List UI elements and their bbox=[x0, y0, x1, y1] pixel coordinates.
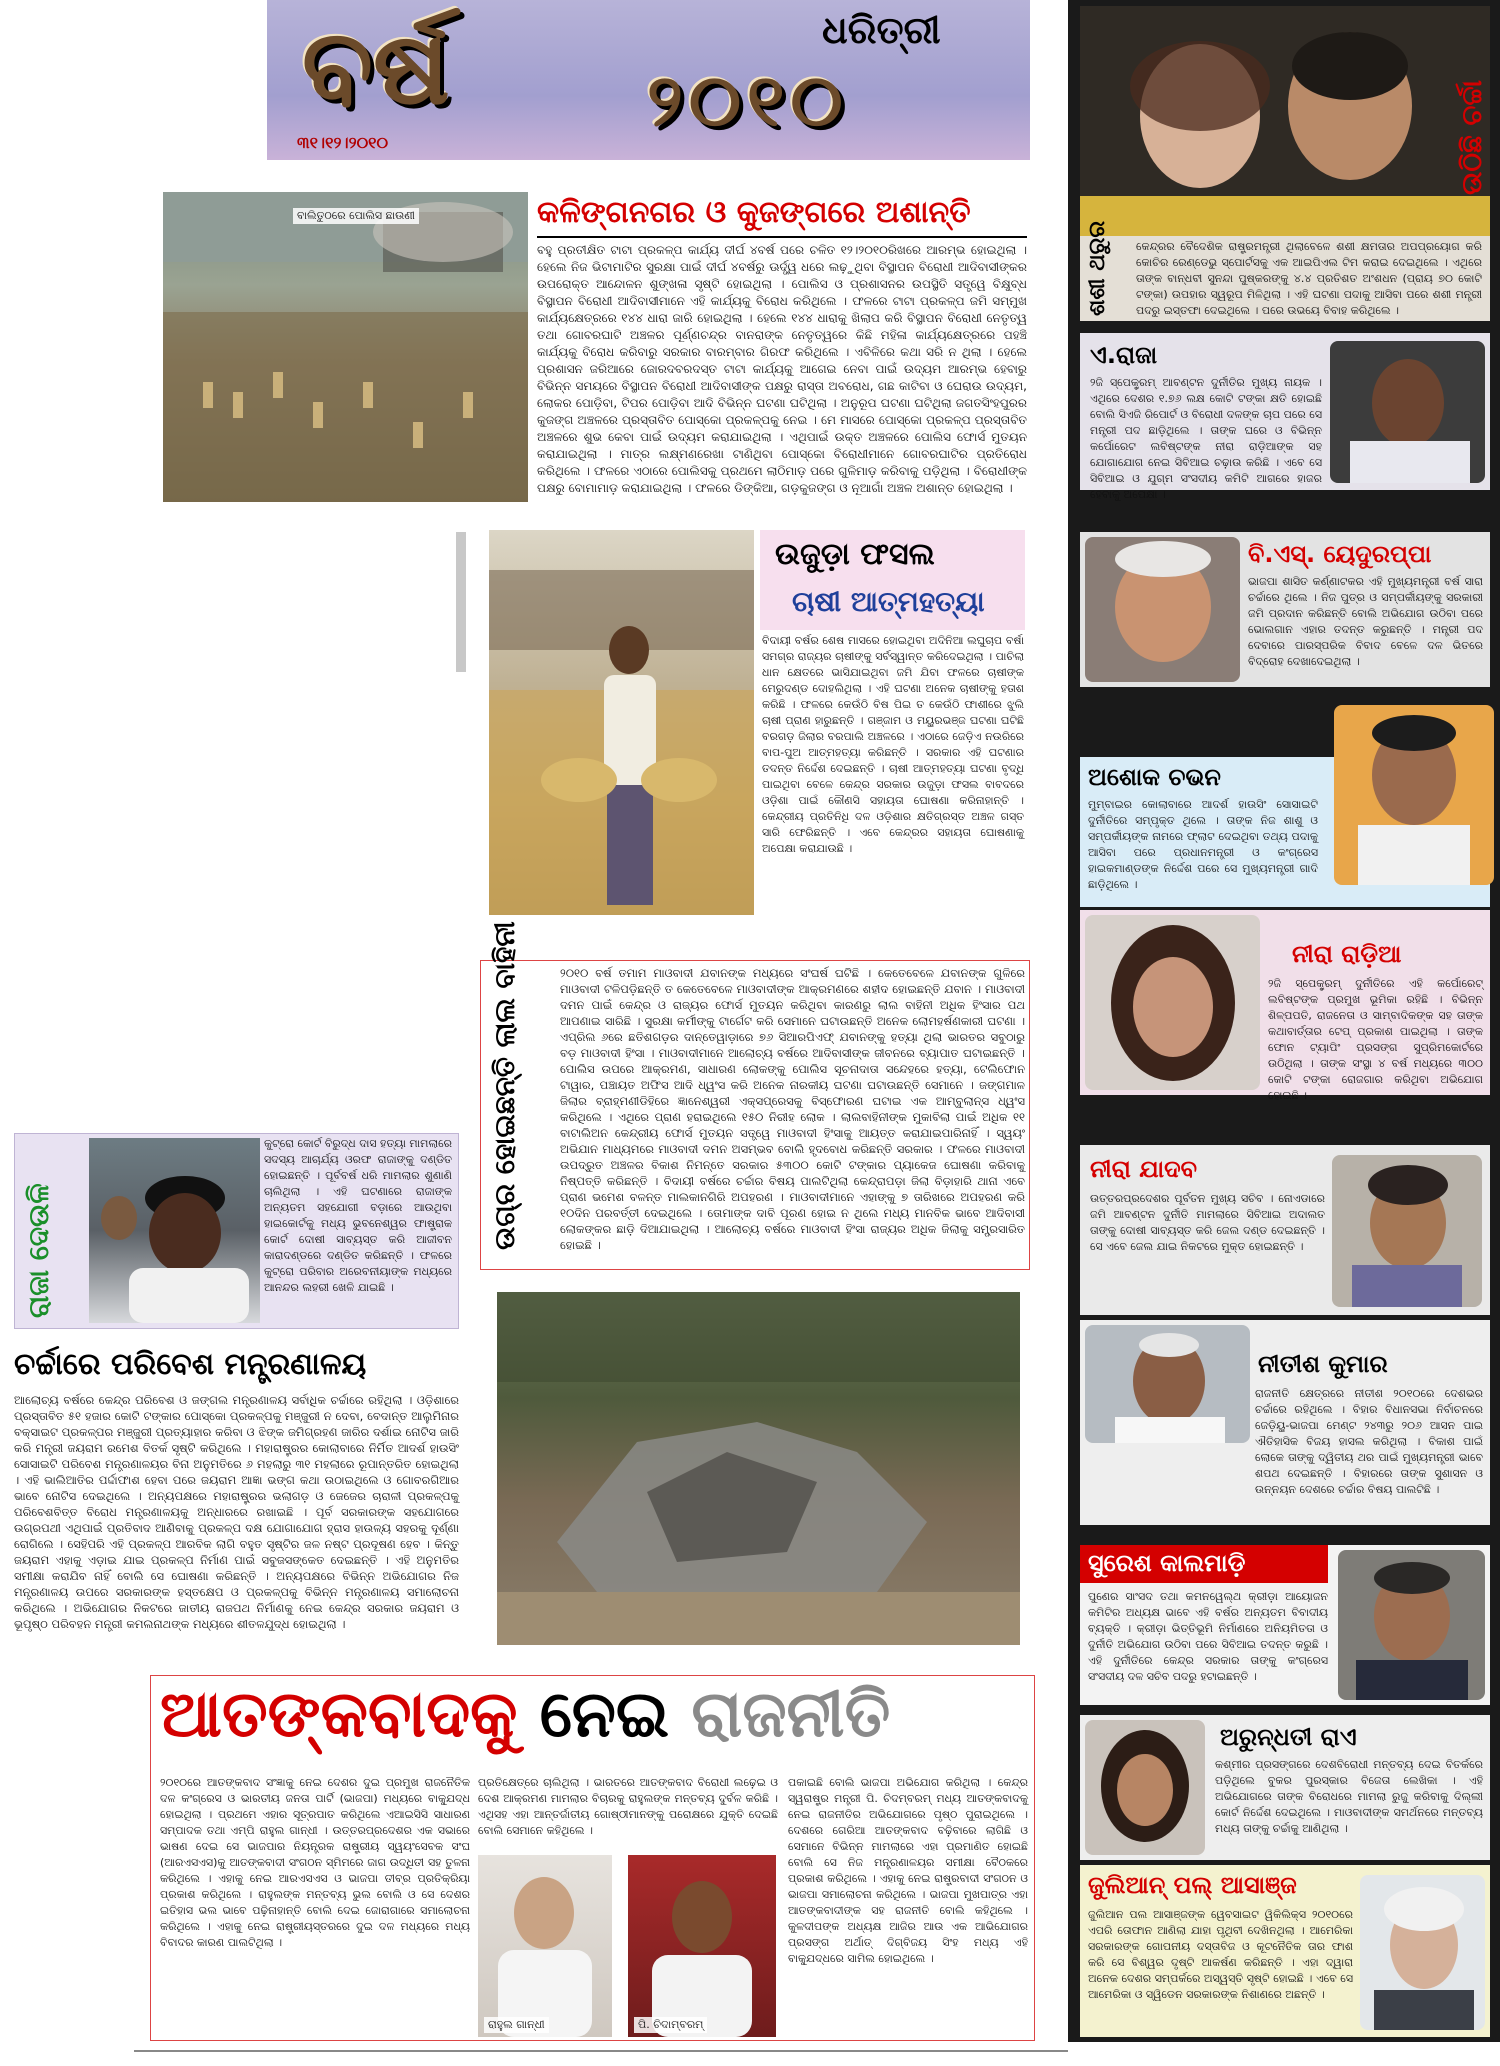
person-photo-assange bbox=[1360, 1875, 1485, 2030]
kalinga-photo-art bbox=[163, 192, 528, 502]
person-panel-raja bbox=[1080, 333, 1490, 501]
tharoor-photo bbox=[1080, 6, 1490, 236]
chidambaram-caption: ପି. ଚିଦାମ୍ବରମ୍ bbox=[634, 2017, 707, 2033]
kalinga-photo-caption: ବାଲିତୁଠରେ ପୋଲିସ ଛାଉଣୀ bbox=[293, 208, 419, 224]
terror-headline-black: ନେଇ bbox=[517, 1678, 692, 1752]
masthead-year: ୨୦୧୦ bbox=[647, 58, 849, 142]
person-name-yeddyurappa: ବି.ଏସ୍. ୟେଦୁରପ୍ପା bbox=[1248, 540, 1432, 568]
person-photo-roy bbox=[1085, 1720, 1205, 1855]
kalinga-divider bbox=[537, 236, 1027, 238]
person-body-roy: କଶ୍ମୀର ପ୍ରସଙ୍ଗରେ ଦେଶବିରୋଧୀ ମନ୍ତବ୍ୟ ଦେଇ ବିତର୍କରେ ପଡ଼ିଥିଲେ ବୁକର ପୁରସ୍କାର ବିଜେତା ଲେଖିକା । ଏହି ଅଭିଯୋଗରେ ତାଙ୍କ ବିରୋଧରେ ମାମଲା ରୁଜୁ କରିବାକୁ ଦିଲ୍ଲୀ କୋର୍ଟ ନିର୍ଦ୍ଦେଶ ଦେଇଥିଲେ । ମାଓବାଦୀଙ୍କ ସମର୍ଥନରେ ମନ୍ତବ୍ୟ ମଧ୍ୟ ତାଙ୍କୁ ଚର୍ଚ୍ଚାକୁ ଆଣିଥିଲା । bbox=[1215, 1758, 1483, 1835]
person-body-radia: ୨ଜି ସ୍ପେକ୍ଟ୍ରମ୍ ଦୁର୍ନୀତିରେ ଏହି କର୍ପୋରେଟ୍ ଲବିଷ୍ଟଙ୍କ ପ୍ରମୁଖ ଭୂମିକା ରହିଛି । ବିଭିନ୍ନ ଶିଳ୍ପପତି, ରାଜନେତା ଓ ସାମ୍ବାଦିକଙ୍କ ସହ ତାଙ୍କ କଥାବାର୍ତ୍ତାର ଟେପ୍ ପ୍ରକାଶ ପାଇଥିଲା । ତାଙ୍କ ଫୋନ ଟ୍ୟାପିଂ ପ୍ରସଙ୍ଗ ସୁପ୍ରିମକୋର୍ଟରେ ଉଠିଥିଲା । ତାଙ୍କ ସଂସ୍ଥା ୪ ବର୍ଷ ମଧ୍ୟରେ ୩୦୦ କୋଟି ଟଙ୍କା ରୋଜଗାର କରିଥିବା ଅଭିଯୋଗ ହୋଇଛି । bbox=[1268, 977, 1483, 1102]
page-bottom-rule bbox=[134, 2050, 1068, 2052]
chidambaram-photo-art bbox=[628, 1855, 776, 2037]
tharoor-panel bbox=[1080, 6, 1490, 321]
person-name-raja: ଏ.ରାଜା bbox=[1090, 341, 1158, 369]
terror-headline-red: ଆତଙ୍କବାଦକୁ bbox=[160, 1678, 518, 1752]
terror-col3: ପକାଇଛି ବୋଲି ଭାଜପା ଅଭିଯୋଗ କରିଥିଲା । କେନ୍ଦ୍ର ସ୍ୱରାଷ୍ଟ୍ର ମନ୍ତ୍ରୀ ପି. ଚିଦମ୍ବରମ୍ ମଧ୍ୟ ଆତଙ୍କବାଦକୁ ନେଇ ରାଜନୀତିର ଅଭିଯୋଗରେ ପୃଷ୍ଠ ପୁରାଇଥିଲେ । ଦେଶରେ ଗେରିଆ ଆତଙ୍କବାଦ ବଢ଼ିବାରେ ଲାଗିଛି ଓ ସେମାନେ ବିଭିନ୍ନ ମାମଲାରେ ଏହା ପ୍ରମାଣିତ ହୋଇଛି ବୋଲି ସେ ନିଜ ମନ୍ତ୍ରଣାଳୟର ସମୀକ୍ଷା ବୈଠକରେ ପ୍ରକାଶ କରିଥିଲେ । ଏହାକୁ ନେଇ ରାଷ୍ଟ୍ରବାଦୀ ସଂଗଠନ ଓ ଭାଜପା ସମାଲୋଚନା କରିଥିଲେ । ଭାଜପା ମୁଖପାତ୍ର ଏହା ଆତଙ୍କବାଦୀଙ୍କ ସହ ରାଜନୀତି ବୋଲି କହିଥିଲେ । କୁଳଦୀପଙ୍କ ଅଧ୍ୟକ୍ଷ ଆଜିର ଆଉ ଏକ ଆଭିଯୋଗର ପ୍ରସଙ୍ଗ ଅର୍ଥାତ୍ ଦିଗ୍‌ବିଜୟ ସିଂହ ମଧ୍ୟ ଏହି ବାକ୍ଯୁଦ୍ଧରେ ସାମିଲ ହୋଇଥିଲେ । bbox=[788, 1776, 1028, 1965]
person-body-yadav: ଉତ୍ତରପ୍ରଦେଶର ପୂର୍ବତନ ମୁଖ୍ୟ ସଚିବ । ନୋଏଡାରେ ଜମି ଆବଣ୍ଟନ ଦୁର୍ନୀତି ମାମଲାରେ ସିବିଆଇ ଅଦାଲତ ତାଙ୍କୁ ଦୋଷୀ ସାବ୍ୟସ୍ତ କରି ଜେଲ ଦଣ୍ଡ ଦେଇଛନ୍ତି । ସେ ଏବେ ଜେଲ ଯାଇ ନିକଟରେ ମୁକ୍ତ ହୋଇଛନ୍ତି । bbox=[1090, 1192, 1325, 1253]
masthead-date: ୩୧।୧୨।୨୦୧୦ bbox=[297, 133, 389, 152]
person-name-chavan: ଅଶୋକ ଚଭନ bbox=[1088, 763, 1221, 791]
person-panel-radia bbox=[1080, 910, 1490, 1102]
kalinga-headline: କଳିଙ୍ଗନଗର ଓ କୁଜଙ୍ଗରେ ଅଶାନ୍ତି bbox=[537, 195, 971, 230]
raja-photo bbox=[89, 1138, 260, 1323]
kalinga-photo bbox=[163, 192, 528, 502]
person-body-yeddyurappa: ଭାଜପା ଶାସିତ କର୍ଣ୍ଣାଟକର ଏହି ମୁଖ୍ୟମନ୍ତ୍ରୀ ବର୍ଷ ସାରା ଚର୍ଚ୍ଚାରେ ଥିଲେ । ନିଜ ପୁତ୍ର ଓ ସମ୍ପର୍କୀୟଙ୍କୁ ସରକାରୀ ଜମି ପ୍ରଦାନ କରିଛନ୍ତି ବୋଲି ଅଭିଯୋଗ ଉଠିବା ପରେ ଭୋଲଗାନ ଏହାର ତଦନ୍ତ କରୁଛନ୍ତି । ମନ୍ତ୍ରୀ ପଦ ଦେବାରେ ପାରସ୍ପରିକ ବିବାଦ ବେଳେ ଦଳ ଭିତରେ ବିଦ୍ରୋହ ଦେଖାଦେଇଥିଲା । bbox=[1248, 575, 1483, 668]
terror-headline-gray: ରାଜନୀତି bbox=[691, 1678, 891, 1752]
masthead-title: ବର୍ଷ bbox=[302, 6, 450, 128]
tharoor-body: କେନ୍ଦ୍ରର ବୈଦେଶିକ ରାଷ୍ଟ୍ରମନ୍ତ୍ରୀ ଥିଲାବେଳେ ଶଶୀ କ୍ଷମତାର ଅପପ୍ରୟୋଗ କରି କୋଚିର ରେଣ୍ଡେଭୁ ସ୍ପୋର୍ଟସକୁ ଏକ ଆଇପିଏଲ ଟିମ କରାଇ ଦେଇଥିଲେ । ଏଥିରେ ତାଙ୍କ ବାନ୍ଧବୀ ସୁନନ୍ଦା ପୁଷ୍କରଙ୍କୁ ୪.୪ ପ୍ରତିଶତ ଅଂଶଧନ (ପ୍ରାୟ ୭୦ କୋଟି ଟଙ୍କା) ଉପହାର ସ୍ୱରୂପ ମିଳିଥିଲା । ଏହି ଘଟଣା ପଦାକୁ ଆସିବା ପରେ ଶଶୀ ମନ୍ତ୍ରୀ ପଦରୁ ଇସ୍ତଫା ଦେଇଥିଲେ । ପରେ ଉଭୟେ ବିବାହ କରିଥିଲେ । bbox=[1136, 240, 1482, 317]
environment-body: ଆଲୋଚ୍ୟ ବର୍ଷରେ କେନ୍ଦ୍ର ପରିବେଶ ଓ ଜଙ୍ଗଲ ମନ୍ତ୍ରଣାଳୟ ସର୍ବାଧିକ ଚର୍ଚ୍ଚାରେ ରହିଥିଲା । ଓଡ଼ିଶାରେ ପ୍ରସ୍ତାବିତ ୫୧ ହଜାର କୋଟି ଟଙ୍କାର ପୋସ୍କୋ ପ୍ରକଳ୍ପକୁ ମଞ୍ଜୁରୀ ନ ଦେବା, ବେଦାନ୍ତ ଆଲୁମିନାର ବକ୍ସାଇଟ ପ୍ରକଳ୍ପର ମଞ୍ଜୁରୀ ପ୍ରତ୍ୟାହାର କରିବା ଓ ଝିଙ୍କ ଜମିଗ୍ରହଣ ଜାରିର ଦର୍ଶାଇ ନୋଟିସ ଜାରି କରି ମନ୍ତ୍ରୀ ଜୟରାମ ରମେଶ ବିତର୍କ ସୃଷ୍ଟି କରିଥିଲେ । ମହାରାଷ୍ଟ୍ରର କୋଲାବାରେ ନିର୍ମିତ ଆଦର୍ଶ ହାଉସିଂ ସୋସାଇଟି ପରିବେଶ ମନ୍ତ୍ରଣାଳୟର ବିନା ଅନୁମତିରେ ୬ ମହଲାରୁ ୩୧ ମହଲାରେ ରୂପାନ୍ତରିତ ହୋଇଥିଲା । ଏହି ଭାଲିଆତିର ପର୍ଦ୍ଦାଫାଶ ହେବା ପରେ ଜୟରାମ ଆଜ୍ଞା ଭଙ୍ଗ କଥା ଉଠାଇଥିଲେ ଓ ଗୋବରଗିଆର ଭାବେ ନୋଟିସ ଦେଇଥିଲେ । ଅନ୍ୟପକ୍ଷରେ ମହାରାଷ୍ଟ୍ରର ଭଲାଗଡ଼ ଓ ଜେଜେର ଚାରାଳୀ ପ୍ରକଳ୍ପକୁ ପରିବେଶବିତ୍ତ ବିରୋଧ ମନ୍ତ୍ରଣାଳୟକୁ ଅନ୍ଧାରରେ ରଖାଇଛି । ପୂର୍ବ ସରକାରଙ୍କ ସହଯୋଗରେ ଉଗ୍ରପଥୀ ଏଥିପାଇଁ ପ୍ରତିବାଦ ଆଣିବାକୁ ପ୍ରକଳ୍ପ ଦକ୍ଷ ଯୋଗାଯୋଗ ହ୍ରାସ ହାଉଳ୍ୟ ସହରକୁ ଦୂର୍ଣ୍ଣା ରୋଗିଲେ । ସେହିପରି ଏହି ପ୍ରକଳ୍ପ ଆରବିକ ଲାଗି ବହୁତ ସୃଷ୍ଟିର ଜଳ ନଷ୍ଟ ପ୍ରଦୂଷଣ ହେବ । କିନ୍ତୁ ଜୟରାମ ଏହାକୁ ଏଡ଼ାଇ ଯାଇ ପ୍ରକଳ୍ପ ନିର୍ମାଣ ପାଇଁ ସବୁଜସଙ୍କେତ ଦେଇଛନ୍ତି । ଏହି ଅନୁମତିର ସମୀକ୍ଷା କରାଯିବ ନାହିଁ ବୋଲି ସେ ଘୋଷଣା କରିଛନ୍ତି । ଅନ୍ୟପକ୍ଷରେ ବିଭିନ୍ନ ଅଭିଯୋଗର ନିଜ ମନ୍ତ୍ରଣାଳୟ ଉପରେ ସରକାରଙ୍କ ହସ୍ତକ୍ଷେପ ଓ ପ୍ରକଳ୍ପକୁ ବିଭିନ୍ନ ମନ୍ତ୍ରଣାଳୟ ସମାଲୋଚନା କରିଥିଲେ । ଅଭିଯୋଗର ନିକଟରେ ଜାତୀୟ ରାଜପଥ ନିର୍ମାଣକୁ ନେଇ କେନ୍ଦ୍ର ସରକାର ଜୟରାମ ଓ ଭୂପୃଷ୍ଠ ପରିବହନ ମନ୍ତ୍ରୀ କମଲନାଥଙ୍କ ମଧ୍ୟରେ ଶୀତଳଯୁଦ୍ଧ ହୋଇଥିଲା । bbox=[14, 1393, 459, 1631]
person-name-yadav: ନୀରା ଯାଦବ bbox=[1090, 1155, 1197, 1183]
maoist-photo bbox=[497, 1292, 1020, 1645]
maoist-vertical-headline: ଉଗ୍ର ହୋଇଛନ୍ତି ଲାଲ ବାହିନୀ bbox=[488, 921, 521, 1250]
rahul-caption: ରାହୁଲ ଗାନ୍ଧୀ bbox=[484, 2017, 549, 2033]
person-panel-kalmadi bbox=[1080, 1545, 1490, 1705]
person-panel-yeddyurappa bbox=[1080, 532, 1490, 687]
farmer-photo bbox=[489, 530, 754, 915]
raja-photo-art bbox=[89, 1138, 260, 1323]
person-name-roy: ଅରୁନ୍ଧତୀ ରାଏ bbox=[1220, 1723, 1357, 1751]
person-photo-nitish bbox=[1085, 1325, 1250, 1443]
tharoor-vertical-b: ଉଠିଛି ଚର୍ଚ୍ଚା bbox=[1455, 79, 1488, 195]
terror-col2: ପ୍ରତିକ୍ଷେତ୍ରେ ଚାଲିଥିଲା । ଭାରତରେ ଆତଙ୍କବାଦ ବିରୋଧୀ ଲଢ଼େଇ ଓ ଦେଶ ଆକ୍ରମଣ ମାମଲାର ବିଚାରକୁ ରାହୁଲଙ୍କ ମନ୍ତବ୍ୟ ଦୁର୍ବଳ କରିଛି । ଏଥିସହ ଏହା ଆନ୍ତର୍ଜାତୀୟ ଗୋଷ୍ଠୀମାନଙ୍କୁ ପରୋକ୍ଷରେ ଯୁକ୍ତି ଦେଇଛି ବୋଲି ସେମାନେ କହିଥିଲେ । bbox=[478, 1776, 778, 1837]
person-photo-raja bbox=[1330, 341, 1485, 483]
farmer-photo-art bbox=[489, 530, 754, 915]
person-name-assange: ଜୁଲିଆନ୍ ପଲ୍ ଆସାଞ୍ଜ bbox=[1088, 1871, 1297, 1899]
person-photo-kalmadi bbox=[1338, 1550, 1485, 1700]
farmer-body: ବିଦାୟୀ ବର୍ଷର ଶେଷ ମାସରେ ହୋଇଥିବା ଅଦିନିଆ ଲଘୁଚାପ ବର୍ଷା ସମଗ୍ର ରାଜ୍ୟର ଚାଷୀଙ୍କୁ ସର୍ବସ୍ୱାନ୍ତ କରିଦେଇଥିଲା । ପାଚିଲା ଧାନ କ୍ଷେତରେ ଭାସିଯାଇଥିବା ଜମି ଯିବା ଫଳରେ ଚାଷୀଙ୍କ ମେରୁଦଣ୍ଡ ଦୋହଲିଥିଲା । ଏହି ଘଟଣା ଅନେକ ଚାଷୀଙ୍କୁ ହତାଶ କରିଛି । ଫଳରେ କେଉଁଠି ବିଷ ପିଇ ତ କେଉଁଠି ଫାଶୀରେ ଝୁଲି ଚାଷୀ ପ୍ରାଣ ହାରୁଛନ୍ତି । ଗଞ୍ଜାମ ଓ ମୟୁରଭଞ୍ଜ ଘଟଣା ଘଟିଛି ବରଗଡ଼ ଜିଲାର ବରପାଲି ଅଞ୍ଚଳରେ । ଏଠାରେ ଜେଡ଼ିଏ ନଉରିରେ ବାପ-ପୁଅ ଆତ୍ମହତ୍ୟା କରିଛନ୍ତି । ସରକାର ଏହି ଘଟଣାର ତଦନ୍ତ ନିର୍ଦ୍ଦେଶ ଦେଇଛନ୍ତି । ଚାଷୀ ଆତ୍ମହତ୍ୟା ଘଟଣା ବୃଦ୍ଧି ପାଇଥିବା ବେଳେ କେନ୍ଦ୍ର ସରକାର ଉଜୁଡ଼ା ଫସଲ ବାବଦରେ ଓଡ଼ିଶା ପାଇଁ କୌଣସି ସହାୟତା ଘୋଷଣା କରିନାହାନ୍ତି । କେନ୍ଦ୍ରୀୟ ପ୍ରତିନିଧି ଦଳ ଓଡ଼ିଶାର କ୍ଷତିଗ୍ରସ୍ତ ଅଞ୍ଚଳ ଗସ୍ତ ସାରି ଫେରିଛନ୍ତି । ଏବେ କେନ୍ଦ୍ରର ସହାୟତା ଘୋଷଣାକୁ ଅପେକ୍ଷା କରାଯାଉଛି । bbox=[762, 634, 1024, 855]
person-panel-roy bbox=[1080, 1715, 1490, 1860]
person-body-chavan: ମୁମ୍ବାଇର କୋଲାବାରେ ଆଦର୍ଶ ହାଉସିଂ ସୋସାଇଟି ଦୁର୍ନୀତିରେ ସମ୍ପୃକ୍ତ ଥିଲେ । ତାଙ୍କ ନିଜ ଶାଶୁ ଓ ସମ୍ପର୍କୀୟଙ୍କ ନାମରେ ଫ୍ଲାଟ ଦେଇଥିବା ତଥ୍ୟ ପଦାକୁ ଆସିବା ପରେ ପ୍ରଧାନମନ୍ତ୍ରୀ ଓ କଂଗ୍ରେସ ହାଇକମାଣ୍ଡଙ୍କ ନିର୍ଦ୍ଦେଶ ପରେ ସେ ମୁଖ୍ୟମନ୍ତ୍ରୀ ଗାଦି ଛାଡ଼ିଥିଲେ । bbox=[1088, 798, 1318, 891]
person-body-raja: ୨ଜି ସ୍ପେକ୍ଟ୍ରମ୍ ଆବଣ୍ଟନ ଦୁର୍ନୀତିର ମୁଖ୍ୟ ନାୟକ । ଏଥିରେ ଦେଶର ୧.୭୬ ଲକ୍ଷ କୋଟି ଟଙ୍କା କ୍ଷତି ହୋଇଛି ବୋଲି ସିଏଜି ରିପୋର୍ଟ ଓ ବିରୋଧୀ ଦଳଙ୍କ ଚାପ ପରେ ସେ ମନ୍ତ୍ରୀ ପଦ ଛାଡ଼ିଥିଲେ । ତାଙ୍କ ଘରେ ଓ ବିଭିନ୍ନ କର୍ପୋରେଟ ଲବିଷ୍ଟଙ୍କ ନୀରା ରାଡ଼ିଆଙ୍କ ସହ ଯୋଗାଯୋଗ ନେଇ ସିବିଆଇ ଚଢ଼ାଉ କରିଛି । ଏବେ ସେ ସିବିଆଇ ଓ ଯୁଗ୍ମ ସଂସଦୀୟ କମିଟି ଆଗରେ ହାଜର ହେବାକୁ ଅପେକ୍ଷା । bbox=[1090, 376, 1322, 501]
kalinga-body: ବହୁ ପ୍ରତୀକ୍ଷିତ ଟାଟା ପ୍ରକଳ୍ପ କାର୍ଯ୍ୟ ଦୀର୍ଘ ୪ବର୍ଷ ପରେ ଚଳିତ ୧୨।୨୦୧୦ରିଖରେ ଆରମ୍ଭ ହୋଇଥିଲା । ହେଲେ ନିଜ ଭିଟାମାଟିର ସୁରକ୍ଷା ପାଇଁ ଦୀର୍ଘ ୪ବର୍ଷରୁ ଊର୍ଦ୍ଧ୍ୱ ଧରେ ଲଢ଼ୁଥିବା ବିସ୍ଥାପନ ବିରୋଧୀ ଆଦିବାସୀଙ୍କର ଉପରୋକ୍ତ ଆନ୍ଦୋଳନ ଶୁଙ୍ଖଳା ସୃଷ୍ଟି ହୋଇଥିଲା । ପୋଲିସ ଓ ପ୍ରଶାସନର ଉପସ୍ଥିତି ସତ୍ତ୍ୱେ ବିକ୍ଷୁବ୍ଧ ବିସ୍ଥାପନ ବିରୋଧୀ ଆଦିବାସୀମାନେ ଏହି କାର୍ଯ୍ୟକୁ ବିରୋଧ କରିଥିଲେ । ଫଳରେ ଟାଟା ପ୍ରକଳ୍ପ ଜମି ସମ୍ମୁଖ କାର୍ଯ୍ୟକ୍ଷେତ୍ରରେ ୧୪୪ ଧାରା ଜାରି ହୋଇଥିଲା । ହେଲେ ୧୪୪ ଧାରାକୁ ଖିଲାପ କରି ବିସ୍ଥାପନ ବିରୋଧୀ ନେତୃତ୍ୱ ତଥା ଗୋବରଘାଟି ଅଞ୍ଚଳର ପୂର୍ଣ୍ଣଚନ୍ଦ୍ର ବାନରାଙ୍କ ନେତୃତ୍ୱରେ କିଛି ମହିଳା କାର୍ଯ୍ୟକ୍ଷେତ୍ରରେ ପହଞ୍ଚି କାର୍ଯ୍ୟକୁ ବିରୋଧ କରିବାରୁ ସରକାର ବାରମ୍ବାର ଗିରଫ କରିଥିଲେ । ଏବିଳିରେ କଥା ସରି ନ ଥିଲା । ହେଲେ ପ୍ରଶାସନ ଜରିଆରେ ଜୋରଦବରଦସ୍ତ ଟାଟା କାର୍ଯ୍ୟକୁ ଆଗେଇ ନେବା ପାଇଁ ଉଦ୍ୟମ ଆରମ୍ଭ ହେବାରୁ ବିଭିନ୍ନ ସମୟରେ ବିସ୍ଥାପନ ବିରୋଧୀ ଆଦିବାସୀଙ୍କ ପକ୍ଷରୁ ରାସ୍ତା ଅବରୋଧ, ଗଛ କାଟିବା ଓ ଘେରାଉ ଉଦ୍ୟମ, ଲୋକର ପୋଡ଼ିବା, ଟିପର ପୋଡ଼ିବା ଆଦି ବିଭିନ୍ନ ଘଟଣା ଘଟିଥିଲା । ଅନୁରୂପ ଘଟଣା ଘଟିଥିଲା ଜଗତସିଂହପୁରର କୁଜଙ୍ଗ ଅଞ୍ଚଳରେ ପ୍ରସ୍ତାବିତ ପୋସ୍କୋ ପ୍ରକଳ୍ପକୁ ନେଇ । ମେ ମାସରେ ପୋସ୍କୋ ପ୍ରକଳ୍ପ ପ୍ରସ୍ତାବିତ ଅଞ୍ଚଳରେ ଶୁଭ କେବା ପାଇଁ ଉଦ୍ୟମ କରାଯାଇଥିଲା । ଏଥିପାଇଁ ଉକ୍ତ ଅଞ୍ଚଳରେ ପୋଲିସ ଫୋର୍ସ ମୁତୟନ କରାଯାଇଥିଲା । ମାତ୍ର ଲକ୍ଷ୍ମଣରେଖା ଟାଣିଥିବା ପୋସ୍କୋ ବିରୋଧୀମାନେ ଗୋବରଘାଟିର ପ୍ରତିରୋଧ କରିଥିଲେ । ଫଳରେ ଏଠାରେ ପୋଲିସକୁ ପ୍ରଥମେ ଲାଠିମାଡ଼ ପରେ ଗୁଳିମାଡ଼ କରିବାକୁ ପଡ଼ିଥିଲା । ବିରୋଧୀଙ୍କ ପକ୍ଷରୁ ବୋମାମାଡ଼ କରାଯାଇଥିଲା । ଫଳରେ ଡିଙ୍କିଆ, ଗଡ଼କୁଜଙ୍ଗ ଓ ନୂଆଗାଁ ଅଞ୍ଚଳ ଅଶାନ୍ତ ହୋଇଥିଲା । bbox=[537, 243, 1027, 495]
person-panel-yadav bbox=[1080, 1145, 1490, 1315]
person-photo-chavan bbox=[1334, 705, 1494, 885]
person-panel-assange bbox=[1080, 1865, 1490, 2037]
raja-vertical-name: ରାଜା ଦେଉଳି bbox=[22, 1183, 55, 1318]
terror-col1: ୨୦୧୦ରେ ଆତଙ୍କବାଦ ସଂଜ୍ଞାକୁ ନେଇ ଦେଶର ଦୁଇ ପ୍ରମୁଖ ରାଜନୈତିକ ଦଳ କଂଗ୍ରେସ ଓ ଭାରତୀୟ ଜନତା ପାର୍ଟି (ଭାଜପା) ମଧ୍ୟରେ ବାକ୍ଯୁଦ୍ଧ ହୋଇଥିଲା । ପ୍ରଥମେ ଏହାର ସୂତ୍ରପାତ କରିଥିଲେ ଏଆଇସିସି ସାଧାରଣ ସମ୍ପାଦକ ତଥା ଏମ୍‌ପି ରାହୁଲ ଗାନ୍ଧୀ । ଉତ୍ତରପ୍ରଦେଶର ଏକ ସଭାରେ ଭାଷଣ ଦେଇ ସେ ଭାଜପାର ନିୟନ୍ତ୍ରକ ରାଷ୍ଟ୍ରୀୟ ସ୍ୱୟଂସେବକ ସଂଘ (ଆରଏସଏସ)କୁ ଆତଙ୍କବାଦୀ ସଂଗଠନ ସ୍ମିମରେ ଜାଗ ଉଦ୍ଧିତୀ ସହ ତୁଳନା କରିଥିଲେ । ଏହାକୁ ନେଇ ଆରଏସଏସ ଓ ଭାଜପା ତୀବ୍ର ପ୍ରତିକ୍ରିୟା ପ୍ରକାଶ କରିଥିଲେ । ରାହୁଲଙ୍କ ମନ୍ତବ୍ୟ ଭୁଲ ବୋଲି ଓ ସେ ଦେଶର ଇତିହାସ ଭଲ ଭାବେ ପଢ଼ିନାହାନ୍ତି ବୋଲି ଦେଇ ଜୋରାଗାରେ ସମାଲୋଚନା କରିଥିଲେ । ଏହାକୁ ନେଇ ରାଷ୍ଟ୍ରୀୟସ୍ତରରେ ଦୁଇ ଦଳ ମଧ୍ୟରେ ମଧ୍ୟ ବିବାଦର କାରଣ ପାଲଟିଥିଲା । bbox=[160, 1776, 470, 1949]
person-name-kalmadi: ସୁରେଶ କାଲମାଡ଼ି bbox=[1080, 1545, 1328, 1583]
tharoor-vertical-a: ଶଶୀ ଥରୁର bbox=[1085, 221, 1110, 316]
terror-headline bbox=[160, 1678, 1030, 1752]
person-body-nitish: ରାଜନୀତି କ୍ଷେତ୍ରରେ ନୀତୀଶ ୨୦୧୦ରେ ଦେଶଭର ଚର୍ଚ୍ଚାରେ ରହିଥିଲେ । ବିହାର ବିଧାନସଭା ନିର୍ବାଚନରେ ଜେଡ଼ିୟୁ-ଭାଜପା ମେଣ୍ଟ ୨୪୩ରୁ ୨୦୬ ଆସନ ପାଇ ଐତିହାସିକ ବିଜୟ ହାସଲ କରିଥିଲା । ବିକାଶ ପାଇଁ ଲୋକେ ତାଙ୍କୁ ଦ୍ୱିତୀୟ ଥର ପାଇଁ ମୁଖ୍ୟମନ୍ତ୍ରୀ ଭାବେ ଶପଥ ଦେଇଛନ୍ତି । ବିହାରରେ ତାଙ୍କ ସୁଶାସନ ଓ ଉନ୍ନୟନ ଦେଶରେ ଚର୍ଚ୍ଚାର ବିଷୟ ପାଲଟିଛି । bbox=[1255, 1387, 1483, 1496]
person-name-nitish: ନୀତୀଶ କୁମାର bbox=[1258, 1350, 1388, 1378]
maoist-photo-art bbox=[497, 1292, 1020, 1645]
person-body-kalmadi: ପୁଣେର ସାଂସଦ ତଥା କମନୱେଲ୍ଥ କ୍ରୀଡ଼ା ଆୟୋଜନ କମିଟିର ଅଧ୍ୟକ୍ଷ ଭାବେ ଏହି ବର୍ଷର ଅନ୍ୟତମ ବିବାଦୀୟ ବ୍ୟକ୍ତି । କ୍ରୀଡ଼ା ଭିତ୍ତିଭୂମି ନିର୍ମାଣରେ ଅନିୟମିତତା ଓ ଦୁର୍ନୀତି ଅଭିଯୋଗ ଉଠିବା ପରେ ସିବିଆଇ ତଦନ୍ତ କରୁଛି । ଏହି ଦୁର୍ନୀତିରେ କେନ୍ଦ୍ର ସରକାର ତାଙ୍କୁ କଂଗ୍ରେସ ସଂସଦୀୟ ଦଳ ସଚିବ ପଦରୁ ହଟାଇଛନ୍ତି । bbox=[1088, 1590, 1328, 1683]
person-photo-yadav bbox=[1332, 1155, 1482, 1307]
chidambaram-photo bbox=[628, 1855, 776, 2037]
column-bar bbox=[456, 532, 466, 672]
masthead bbox=[267, 0, 1030, 160]
rahul-photo bbox=[478, 1855, 612, 2037]
person-name-radia: ନୀରା ରାଡ଼ିଆ bbox=[1292, 940, 1402, 968]
maoist-body: ୨୦୧୦ ବର୍ଷ ତମାମ ମାଓବାଦୀ ଯବାନଙ୍କ ମଧ୍ୟରେ ସଂଘର୍ଷ ଘଟିଛି । କେତେବେଳେ ଯବାନଙ୍କ ଗୁଳିରେ ମାଓବାଦୀ ଟଳିପଡ଼ିଛନ୍ତି ତ କେତେବେଳେ ମାଓବାଦୀଙ୍କ ଆକ୍ରମଣରେ ଶହୀଦ ହୋଇଛନ୍ତି ଯବାନ । ମାଓବାଦୀ ଦମନ ପାଇଁ କେନ୍ଦ୍ର ଓ ରାଜ୍ୟର ଫୋର୍ସ ମୁତୟନ କରିଥିବା କାରଣରୁ ଲାଲ ବାହିନୀ ଅଧିକ ହିଂସାର ପଥ ଆପଣାଇ ସାରିଛି । ସୁରକ୍ଷା କର୍ମୀଙ୍କୁ ଟାର୍ଗେଟ କରି ସେମାନେ ଘଟାଉଛନ୍ତି ଅନେକ ଲୋମହର୍ଷଣକାରୀ ଘଟଣା । ଏପ୍ରିଲ ୬ରେ ଛତିଶଗଡ଼ର ଦାନ୍ତେୱାଡ଼ାରେ ୭୬ ସିଆରପିଏଫ୍ ଯବାନଙ୍କୁ ହତ୍ୟା ଥିଲା ଭାରତର ସବୁଠାରୁ ବଡ଼ ମାଓବାଦୀ ହିଂସା । ମାଓବାଦୀମାନେ ଆଲୋଚ୍ୟ ବର୍ଷରେ ଆଦିବାସୀଙ୍କ ଜୀବନରେ ବ୍ୟାପାତ ଘଟାଇଛନ୍ତି । ପୋଲିସ ଉପରେ ଆକ୍ରମଣ, ସାଧାରଣ ଲୋକଙ୍କୁ ପୋଲିସ ସୂଚନାଦାତା ସନ୍ଦେହରେ ହତ୍ୟା, ଟେଲିଫୋନ ଟାୱାର, ପଞ୍ଚାୟତ ଅଫିସ ଆଦି ଧ୍ୱଂସ କରି ଅନେକ ନାରକୀୟ ଘଟଣା ଘଟାଉଛନ୍ତି ସେମାନେ । ଜଙ୍ଗମାଳ ଜିଲାର ବ୍ରାହ୍ମଣୀଡିହିରେ ଜ୍ଞାନେଶ୍ୱରୀ ଏକ୍ସପ୍ରେସକୁ ବିସ୍ଫୋରଣ ଘଟାଇ ଏକ ଆମ୍ବୁଲାନ୍ସ ଧ୍ୱଂସ କରିଥିଲେ । ଏଥିରେ ପ୍ରାଣ ହରାଇଥିଲେ ୧୫୦ ନିରୀହ ଲୋକ । ଲାଲବାହିନୀଙ୍କ ମୁକାବିଲା ପାଇଁ ଅଧିକ ୧୧ ବାଟାଲିଅନ କେନ୍ଦ୍ରୀୟ ଫୋର୍ସ ମୁତୟନ ସତ୍ତ୍ୱେ ମାଓବାଦୀ ହିଂସାକୁ ଆୟତ୍ତ କରାଯାଇପାରିନାହିଁ । ସ୍ୱୟଂ ଅଭିଯାନ ମାଧ୍ୟମରେ ମାଓବାଦୀ ଦମନ ଅସମ୍ଭବ ବୋଲି ହୃଦବୋଧ କରିଛନ୍ତି ସରକାର । ଫଳରେ ମାଓବାଦୀ ଉପଦ୍ରୁତ ଅଞ୍ଚଳର ବିକାଶ ନିମନ୍ତେ ସରକାର ୫୩୦୦ କୋଟି ଟଙ୍କାର ପ୍ୟାକେଜ ଘୋଷଣା କରିବାକୁ ନିଷ୍ପତ୍ତି କରିଛନ୍ତି । ବିଦାୟୀ ବର୍ଷରେ ଚର୍ଚ୍ଚାର ବିଷୟ ପାଲଟିଥିଲା କେନ୍ଦ୍ରାପଡ଼ା ଜିଲା ବିଡ଼ାହାରି ଥାନା ଏବେ ପ୍ରାଣ ଭମେଶ ବଳନ୍ତ ମାଲକାନଗିରି ଅପହରଣ । ମାଓବାଦୀମାନେ ଏହାଙ୍କୁ ୭ ତାରିଖରେ ଅପହରଣ କରି ୧୦ଦିନ ପରବର୍ତ୍ତୀ ଦେଇଥିଲେ । ତୋମାଙ୍କ ଦାବି ପୂରଣ ହୋଇ ନ ଥିଲେ ମଧ୍ୟ ମାନବିକ ଭାବେ ଆଦିବାସୀ ଲୋକଙ୍କର ଛାଡ଼ି ଦିଆଯାଇଥିଲା । ଆଲୋଚ୍ୟ ବର୍ଷରେ ମାଓବାଦୀ ହିଂସା ରାଜ୍ୟର ଅଧିକ ଜିଲାକୁ ସମ୍ପ୍ରସାରିତ ହୋଇଛି । bbox=[560, 966, 1025, 1252]
environment-headline: ଚର୍ଚ୍ଚାରେ ପରିବେଶ ମନ୍ତ୍ରଣାଳୟ bbox=[14, 1347, 367, 1382]
person-panel-nitish bbox=[1080, 1320, 1490, 1525]
farmer-headline-bottom: ଚାଷୀ ଆତ୍ମହତ୍ୟା bbox=[792, 585, 985, 618]
person-body-assange: ଜୁଲିଆନ ପଲ ଆସାଞ୍ଜଙ୍କ ୱେବସାଇଟ ୱିକିଲିକ୍ସ ୨୦୧୦ରେ ଏପରି ତୋଫାନ ଆଣିଲା ଯାହା ପୃଥିବୀ ଦେଖିନଥିଲା । ଆମେରିକା ସରକାରଙ୍କ ଗୋପନୀୟ ଦସ୍ତାବିଜ ଓ କୂଟନୈତିକ ତାର ଫାଶ କରି ସେ ବିଶ୍ୱର ଦୃଷ୍ଟି ଆକର୍ଷଣ କରିଛନ୍ତି । ଏହା ଦ୍ୱାରା ଅନେକ ଦେଶର ସମ୍ପର୍କରେ ଅସ୍ୱସ୍ତି ସୃଷ୍ଟି ହୋଇଛି । ଏବେ ସେ ଆମେରିକା ଓ ସ୍ୱିଡେନ ସରକାରଙ୍କ ନିଶାଣରେ ଅଛନ୍ତି । bbox=[1088, 1908, 1353, 2001]
raja-body: କୁଟ୍ରୋ କୋର୍ଟ ବିରୁଦ୍ଧ ଦାସ ହତ୍ୟା ମାମଲାରେ ସଦସ୍ୟ ଆଚାର୍ଯ୍ୟ ଓରଫ ରାଜାଙ୍କୁ ଦଣ୍ଡିତ ହୋଇଛନ୍ତି । ପୂର୍ବବର୍ଷ ଧରି ମାମଲାର ଶୁଣାଣି ଚାଲିଥିଲା । ଏହି ଘଟଣାରେ ରାଜାଙ୍କ ଅନ୍ୟତମ ସହଯୋଗୀ ବଡ଼ାରେ ଆଉଥିବା ହାଇକୋର୍ଟକୁ ମଧ୍ୟ ଭୁବନେଶ୍ୱର ଫାଷ୍ଟ୍ରାକ କୋର୍ଟ ଦୋଷୀ ସାବ୍ୟସ୍ତ କରି ଆଜୀବନ କାରାଦଣ୍ଡରେ ଦଣ୍ଡିତ କରିଛନ୍ତି । ଫଳରେ କୁଟ୍ରୋ ପରିବାର ଅରେବନୀୟାଙ୍କ ମଧ୍ୟରେ ଆନନ୍ଦର ଲହରୀ ଖେଳି ଯାଇଛି । bbox=[264, 1137, 452, 1294]
person-photo-yeddyurappa bbox=[1085, 537, 1240, 682]
person-photo-radia bbox=[1085, 915, 1260, 1090]
masthead-subtitle: ଧରିତ୍ରୀ bbox=[822, 8, 941, 52]
rahul-photo-art bbox=[478, 1855, 612, 2037]
farmer-headline-top: ଉଜୁଡ଼ା ଫସଲ bbox=[775, 537, 935, 572]
